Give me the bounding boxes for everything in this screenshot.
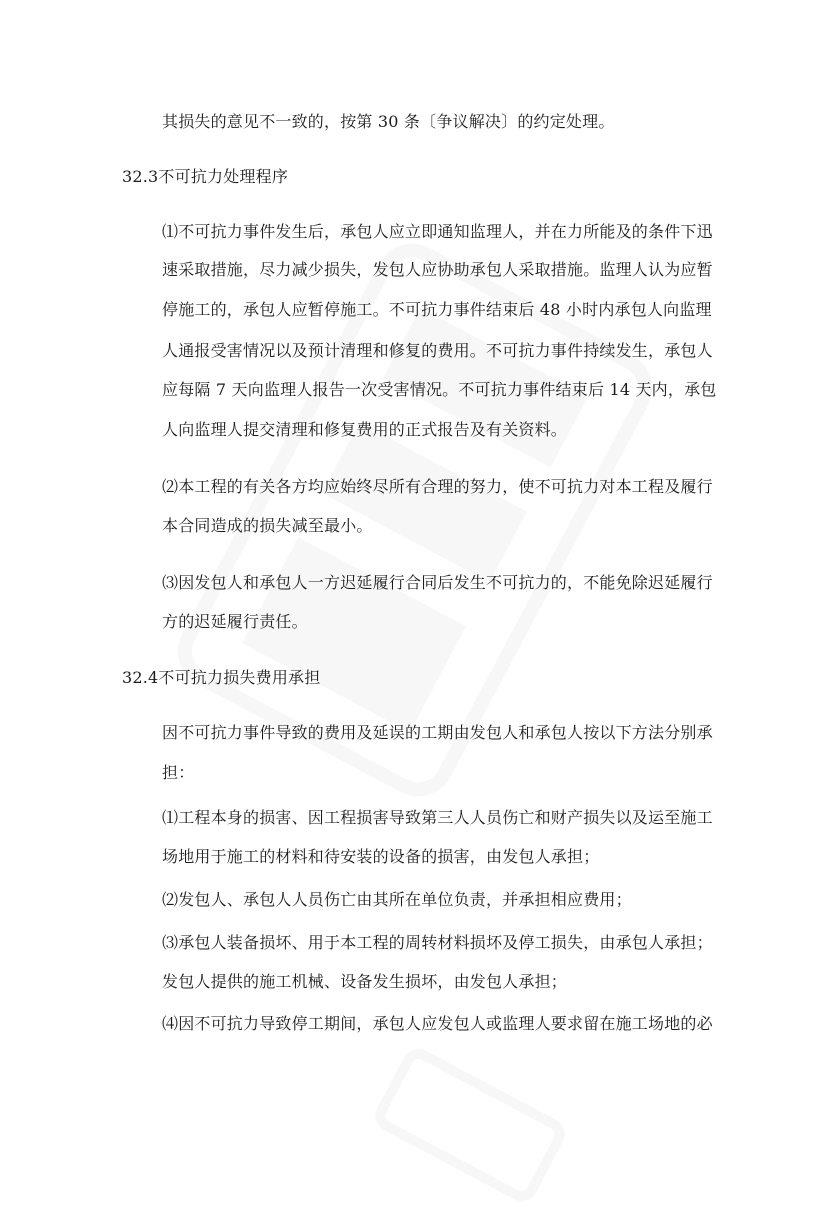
text-line-3: ⑴不可抗力事件发生后，承包人应立即通知监理人，并在力所能及的条件下迅 [162,222,713,241]
text-line-16: ⑴工程本身的损害、因工程损害导致第三人人员伤亡和财产损失以及运至施工 [162,808,713,827]
text-line-9: ⑵本工程的有关各方均应始终尽所有合理的努力，使不可抗力对本工程及履行 [162,477,713,496]
text-line-15: 担： [162,763,195,782]
text-line-19: ⑶承包人装备损坏、用于本工程的周转材料损坏及停工损失，由承包人承担； [162,933,713,952]
section-heading-32-3: 32.3不可抗力处理程序 [122,167,289,186]
watermark-graphic-bottom [369,1043,570,1207]
text-line-10: 本合同造成的损失减至最小。 [162,516,373,535]
text-line-18: ⑵发包人、承包人人员伤亡由其所在单位负责，并承担相应费用； [162,890,632,909]
text-line-6: 人通报受害情况以及预计清理和修复的费用。不可抗力事件持续发生，承包人 [162,341,713,360]
text-line-17: 场地用于施工的材料和待安装的设备的损害，由发包人承担； [162,847,600,866]
text-line-8: 人向监理人提交清理和修复费用的正式报告及有关资料。 [162,420,568,439]
text-line-1: 其损失的意见不一致的，按第 30 条〔争议解决〕的约定处理。 [162,112,615,131]
text-line-14: 因不可抗力事件导致的费用及延误的工期由发包人和承包人按以下方法分别承 [162,723,713,742]
text-line-11: ⑶因发包人和承包人一方迟延履行合同后发生不可抗力的，不能免除迟延履行 [162,573,713,592]
text-line-7: 应每隔 7 天向监理人报告一次受害情况。不可抗力事件结束后 14 天内，承包 [162,380,717,399]
text-line-21: ⑷因不可抗力导致停工期间，承包人应发包人或监理人要求留在施工场地的必 [162,1014,713,1033]
section-heading-32-4: 32.4不可抗力损失费用承担 [122,668,321,687]
text-line-4: 速采取措施，尽力减少损失，发包人应协助承包人采取措施。监理人认为应暂 [162,260,713,279]
text-line-20: 发包人提供的施工机械、设备发生损坏，由发包人承担； [162,972,568,991]
text-line-12: 方的迟延履行责任。 [162,612,308,631]
text-line-5: 停施工的，承包人应暂停施工。不可抗力事件结束后 48 小时内承包人向监理 [162,300,712,319]
